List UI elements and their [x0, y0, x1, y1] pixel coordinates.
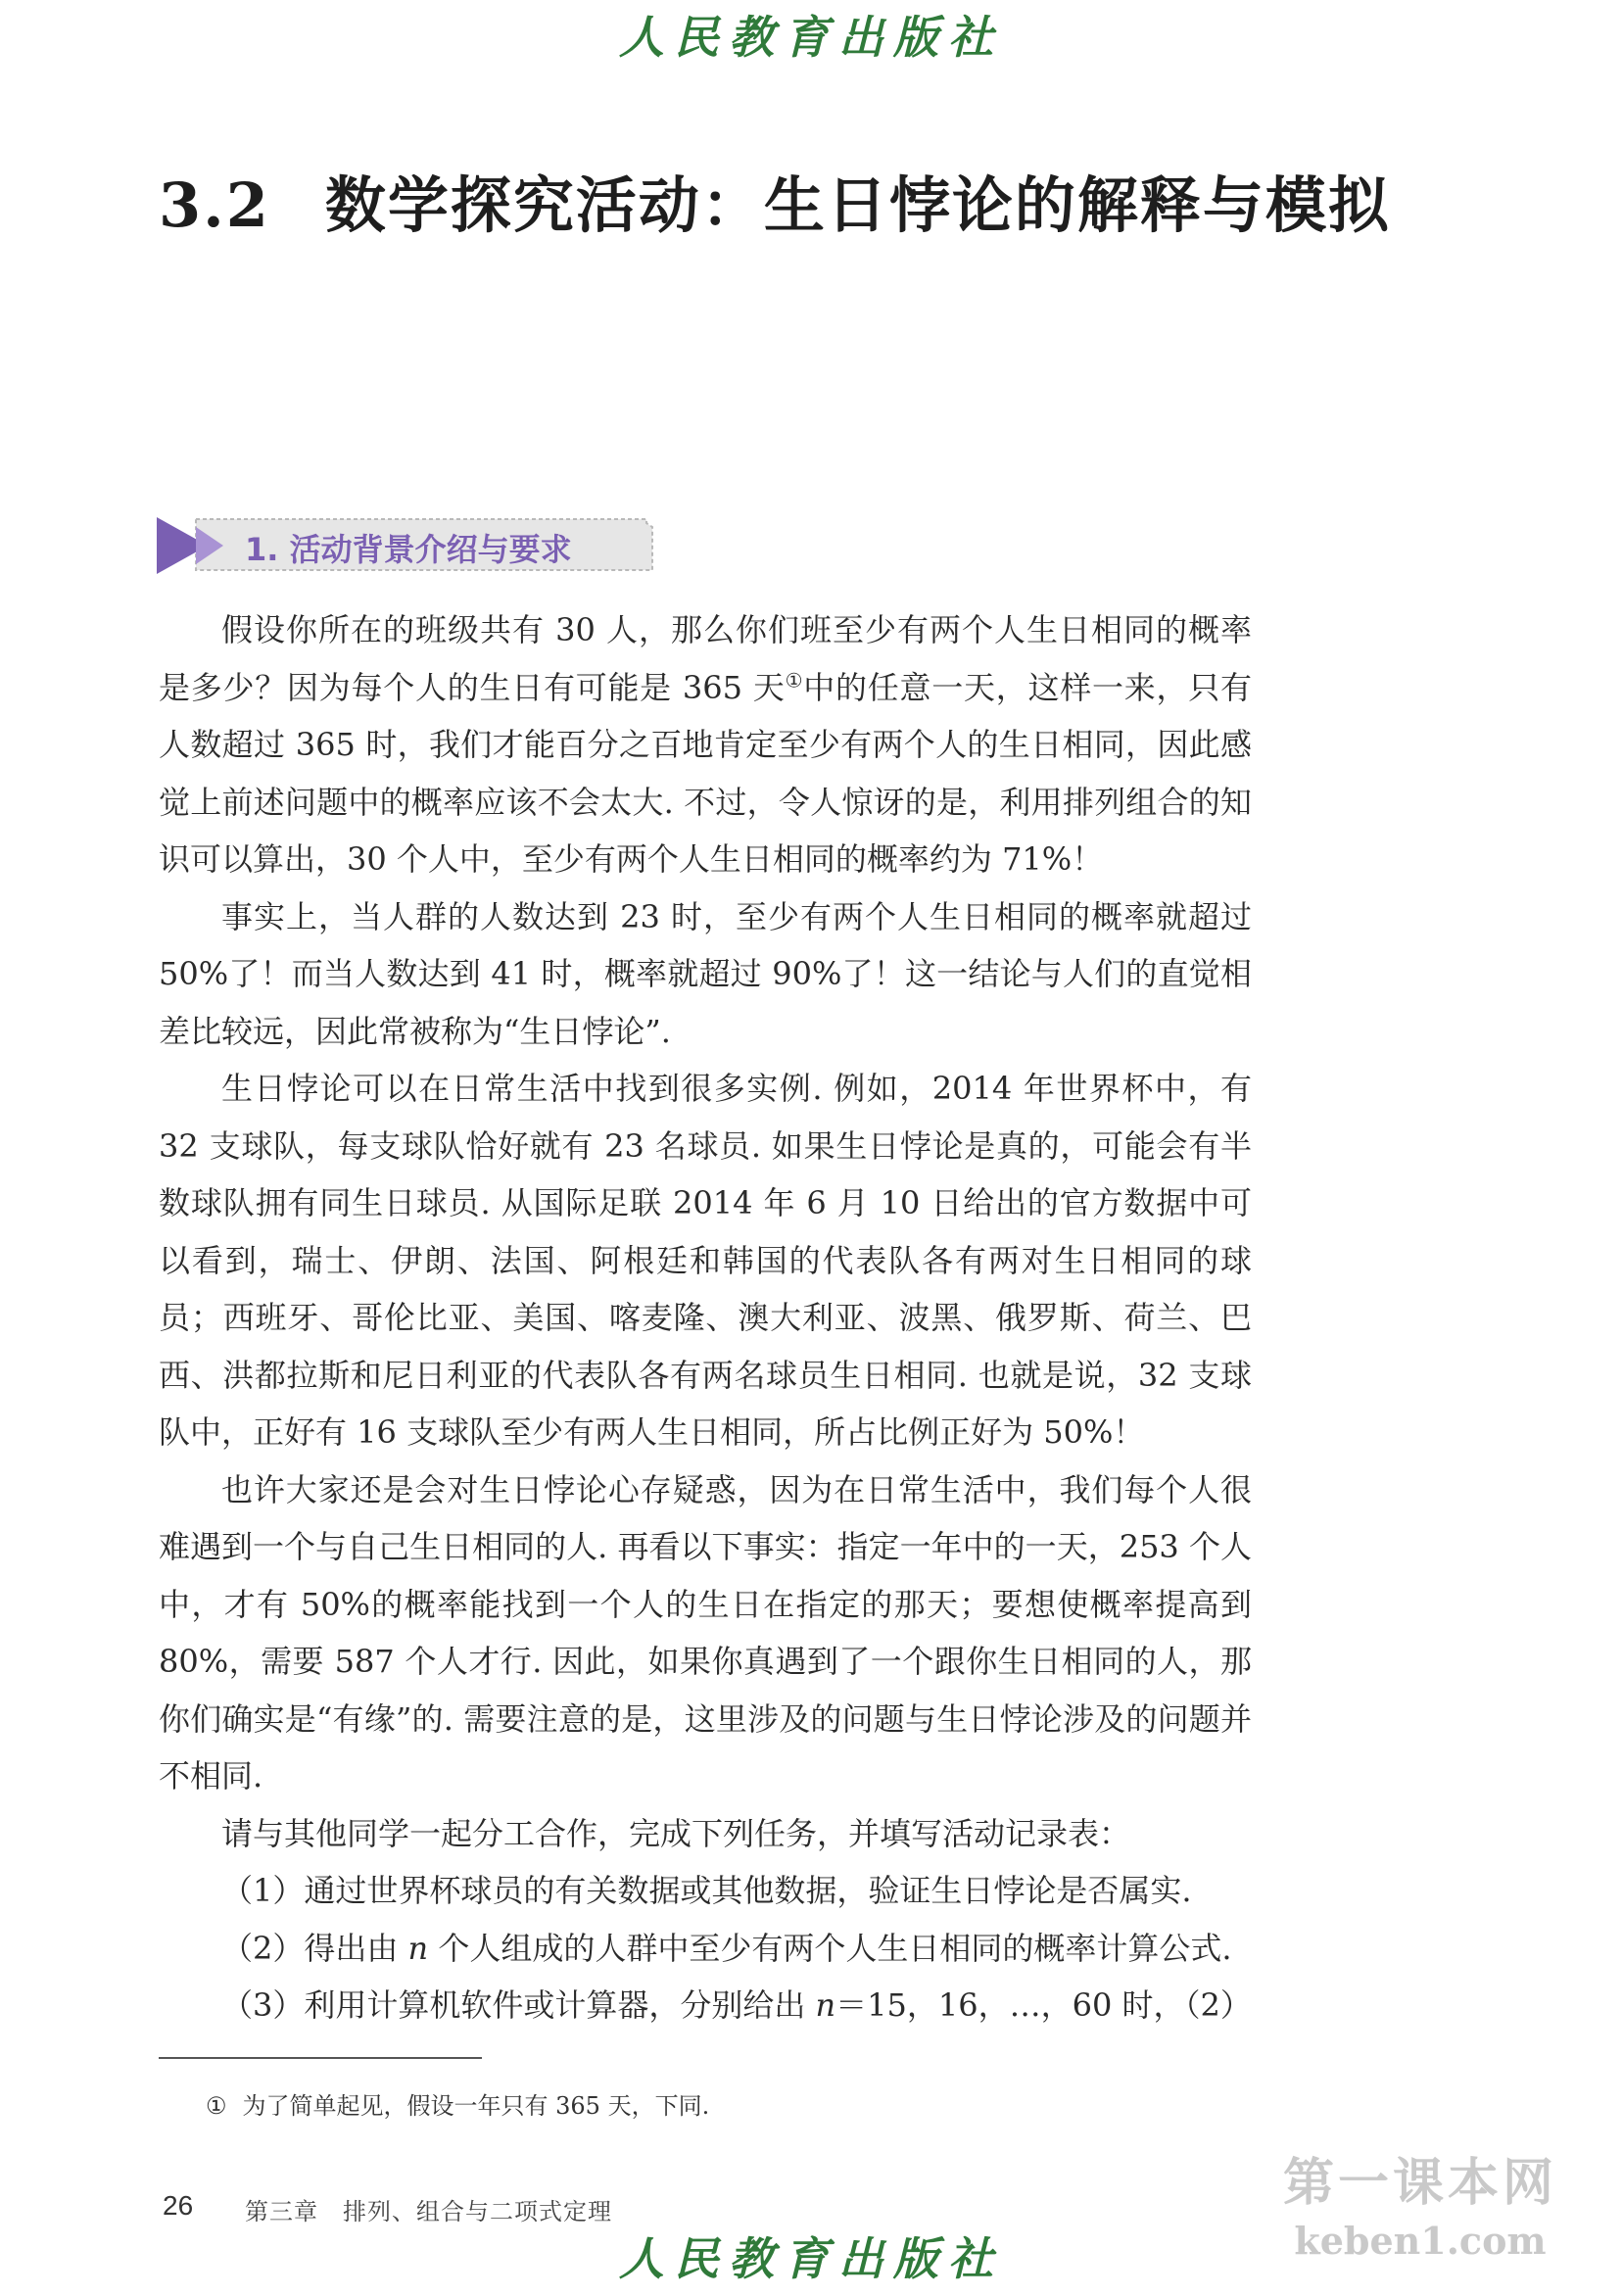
section-title	[159, 157, 1391, 244]
paragraph-1: 假设你所在的班级共有 30 人，那么你们班至少有两个人生日相同的概率是多少？因为每个人的生日有可能是 365 天①中的任意一天，这样一来，只有人数超过 365 时，我们才能百分之百地肯定至少有两个人的生日相同，因此感觉上前述问题中的概率应该不会太大. 不过，令人惊讶的是，利用排列组合的知识可以算出，30 个人中，至少有两个人生日相同的概率约为 71%！	[159, 611, 1252, 878]
footnote-text: 为了简单起见，假设一年只有 365 天，下同.	[242, 2092, 710, 2120]
subheading: 1. 活动背景介绍与要求	[245, 531, 572, 568]
publisher-header: 人民教育出版社	[619, 11, 1003, 64]
footnote-ref[interactable]: ①	[785, 667, 804, 692]
page-number: 26	[163, 2190, 194, 2221]
task-item-3: （3）利用计算机软件或计算器，分别给出 n＝15，16，…，60 时，（2）	[221, 1986, 1252, 2024]
footnote	[206, 2086, 709, 2121]
paragraph-4: 也许大家还是会对生日悖论心存疑惑，因为在日常生活中，我们每个人很难遇到一个与自己生日相同的人. 再看以下事实：指定一年中的一天，253 个人中，才有 50%的概率能找到一个人的生日在指定的那天；要想使概率提高到 80%，需要 587 个人才行. 因此，如果你真遇到了一个跟你生日相同的人，那你们确实是“有缘”的. 需要注意的是，这里涉及的问题与生日悖论涉及的问题并不相同.	[159, 1470, 1252, 1794]
body-text	[159, 601, 1252, 2034]
publisher-footer: 人民教育出版社	[619, 2232, 1003, 2285]
footnote-divider	[159, 2057, 482, 2059]
watermark-cn: 第一课本网	[1282, 2154, 1557, 2213]
footnote-mark: ①	[206, 2092, 227, 2120]
paragraph-5: 请与其他同学一起分工合作，完成下列任务，并填写活动记录表：	[221, 1814, 1131, 1852]
subheading-banner	[157, 513, 656, 578]
task-item-2: （2）得出由 n 个人组成的人群中至少有两个人生日相同的概率计算公式.	[221, 1929, 1232, 1967]
section-number: 3.2	[159, 169, 270, 241]
section-title-text: 数学探究活动：生日悖论的解释与模拟	[324, 169, 1391, 241]
paragraph-2: 事实上，当人群的人数达到 23 时，至少有两个人生日相同的概率就超过 50%了！而当人数达到 41 时，概率就超过 90%了！这一结论与人们的直觉相差比较远，因此常被称为“生日悖论”.	[159, 897, 1252, 1050]
paragraph-3: 生日悖论可以在日常生活中找到很多实例. 例如，2014 年世界杯中，有 32 支球队，每支球队恰好就有 23 名球员. 如果生日悖论是真的，可能会有半数球队拥有同生日球员. 从国际足联 2014 年 6 月 10 日给出的官方数据中可以看到，瑞士、伊朗、法国、阿根廷和韩国的代表队各有两对生日相同的球员；西班牙、哥伦比亚、美国、喀麦隆、澳大利亚、波黑、俄罗斯、荷兰、巴西、洪都拉斯和尼日利亚的代表队各有两名球员生日相同. 也就是说，32 支球队中，正好有 16 支球队至少有两人生日相同，所占比例正好为 50%！	[159, 1070, 1252, 1451]
watermark-en: keben1.com	[1294, 2219, 1547, 2263]
task-item-1: （1）通过世界杯球员的有关数据或其他数据，验证生日悖论是否属实.	[221, 1872, 1192, 1909]
chapter-title: 第三章 排列、组合与二项式定理	[245, 2198, 612, 2225]
